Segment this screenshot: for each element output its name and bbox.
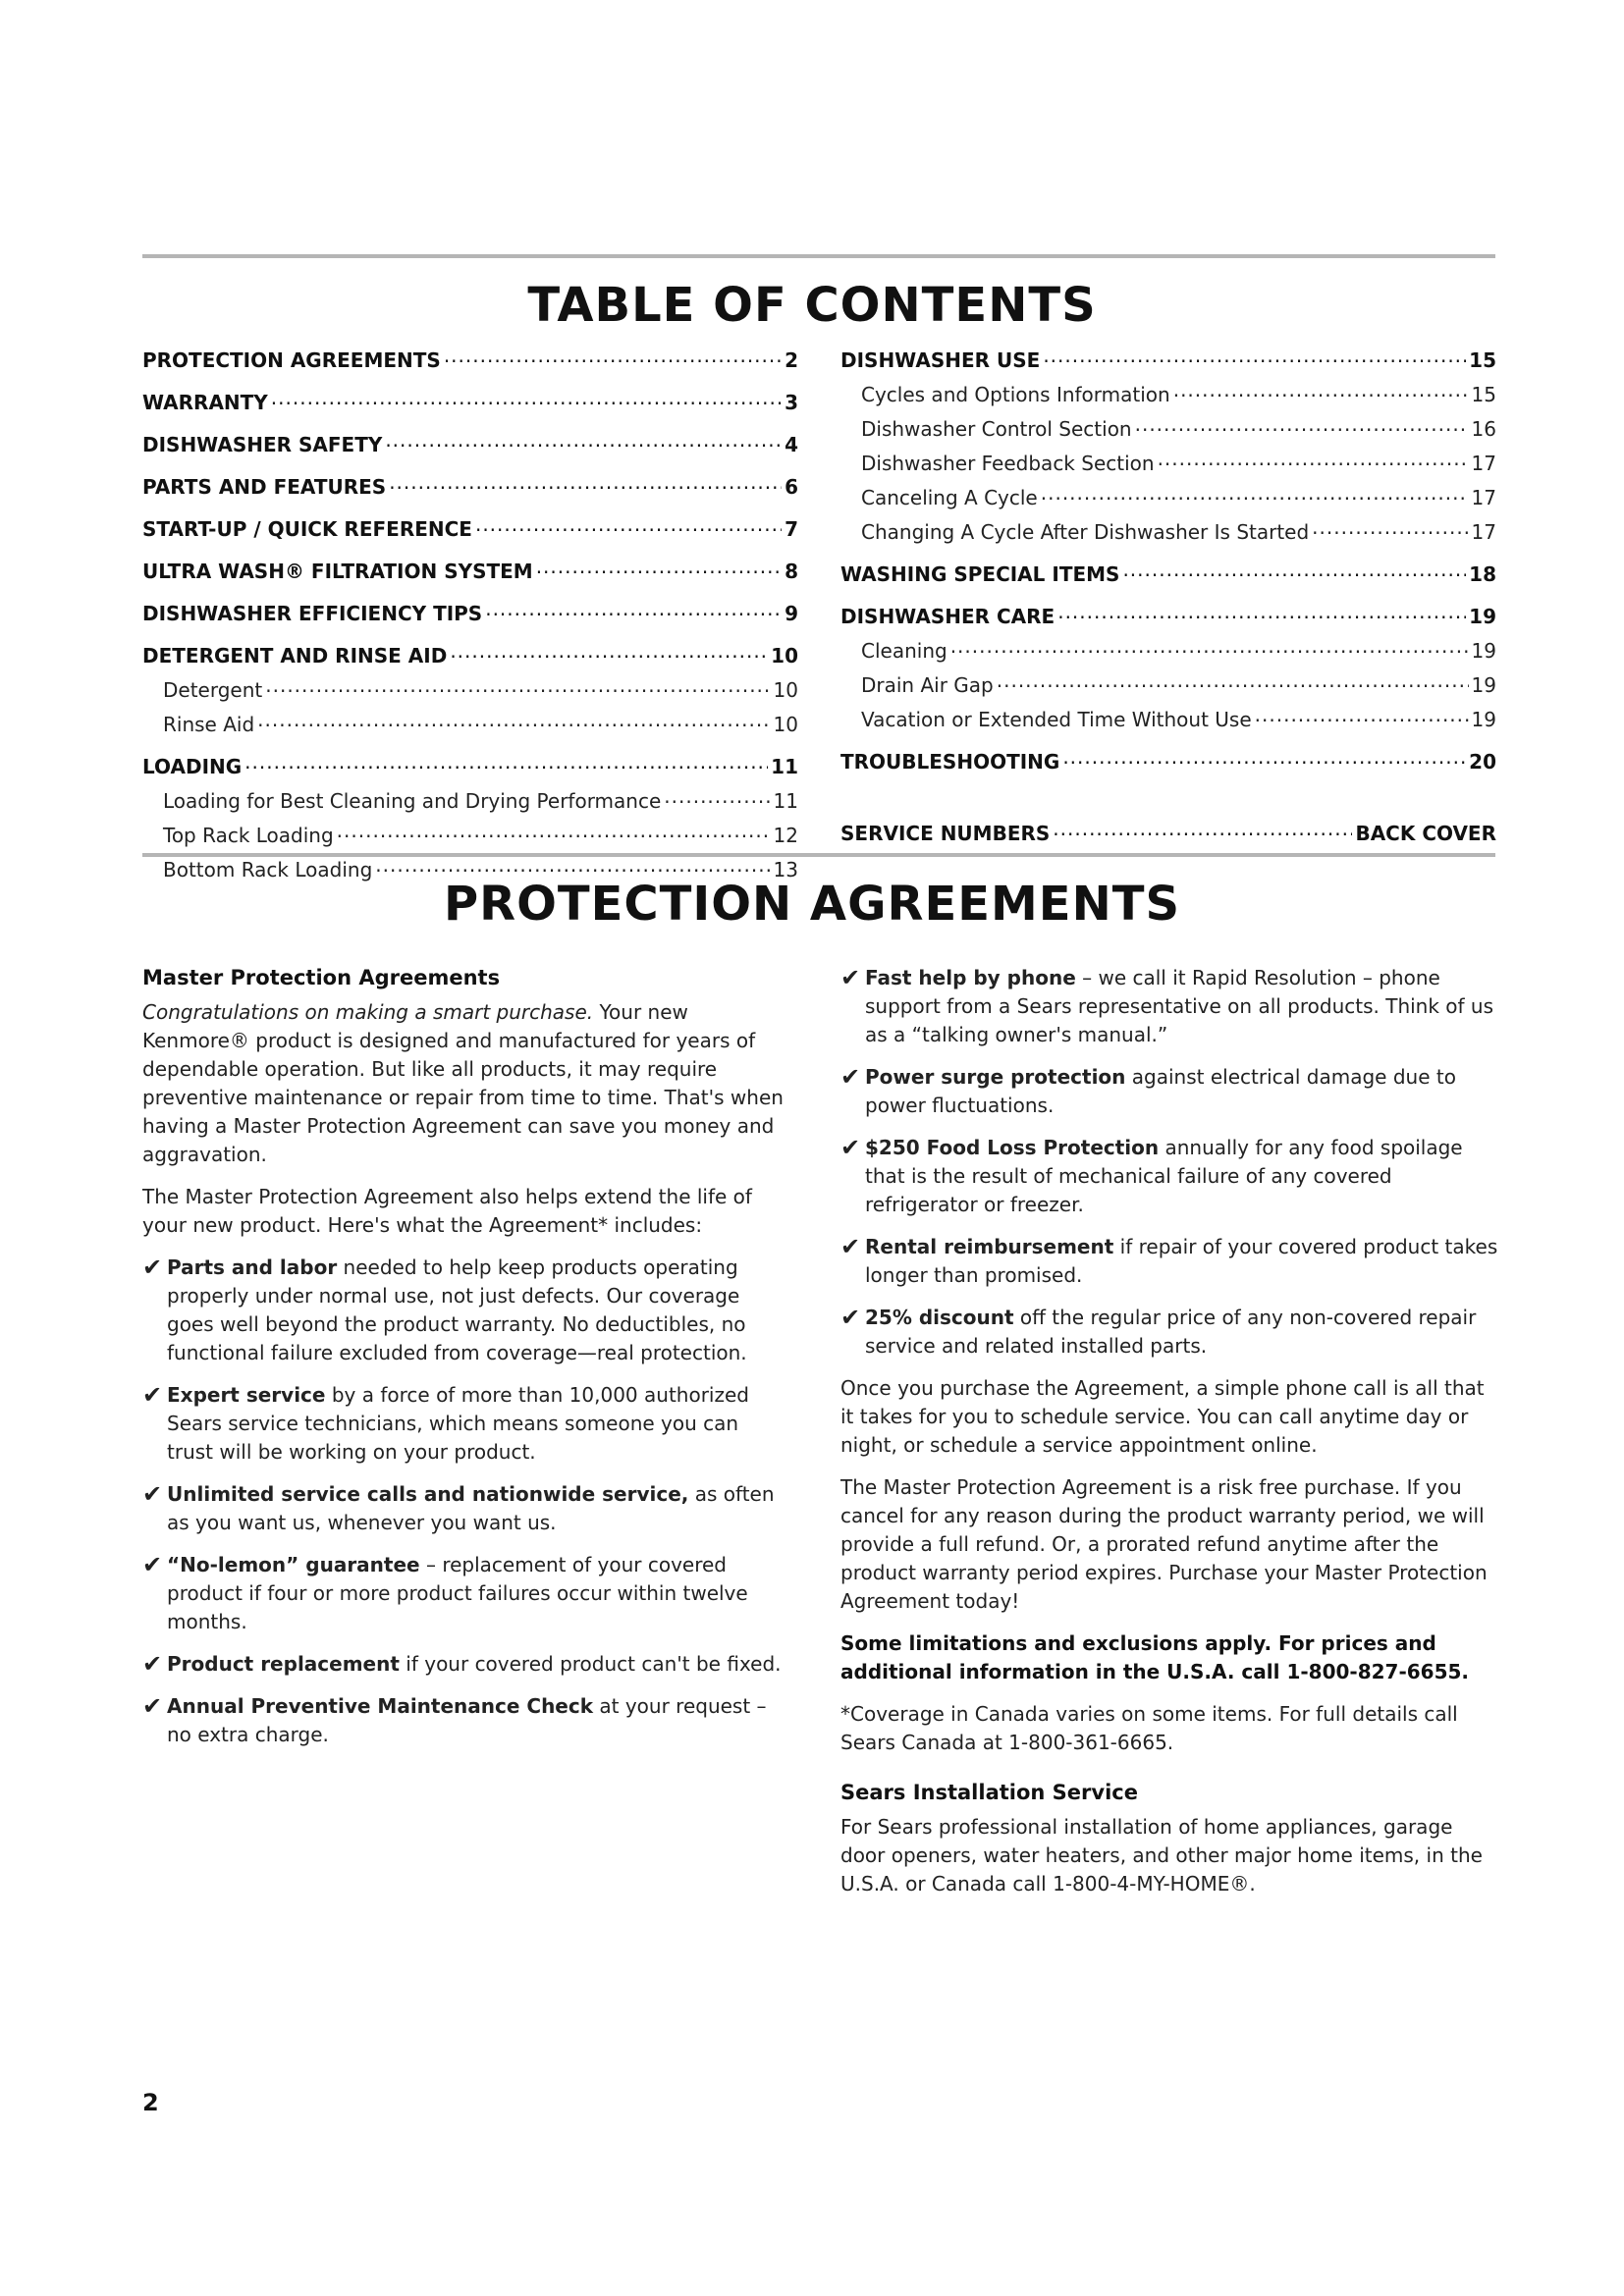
toc-entry-label: TROUBLESHOOTING: [840, 750, 1060, 774]
toc-subentry: [142, 821, 798, 847]
toc-leader: [1173, 380, 1469, 401]
protection-left-column: [142, 964, 790, 1763]
item-lead: Parts and labor: [167, 1255, 338, 1279]
toc-entry: [142, 346, 798, 372]
item-text: – we call it Rapid Resolution – phone support from a Sears representative on all products. Think of us as a “talking owner's manual.”: [865, 966, 1494, 1046]
toc-subentry-page: 10: [773, 678, 798, 702]
checklist-item: [142, 1692, 790, 1749]
toc-entry-page: 8: [785, 560, 798, 583]
toc-leader: [997, 670, 1469, 692]
toc-subentry: [142, 675, 798, 702]
toc-entry: [142, 599, 798, 625]
item-text: as often as you want us, whenever you want us.: [167, 1482, 775, 1534]
toc-entry: [840, 602, 1496, 628]
intro-paragraph: [142, 998, 790, 1169]
item-text: by a force of more than 10,000 authorized Sears service technicians, which means someone you can trust will be working on your product.: [167, 1383, 749, 1464]
check-icon: ✔: [840, 1063, 861, 1091]
check-icon: ✔: [840, 1304, 861, 1331]
toc-entry-page: 2: [785, 348, 798, 372]
toc-leader: [257, 710, 770, 731]
item-lead: 25% discount: [865, 1306, 1014, 1329]
intro-rest: Your new Kenmore® product is designed and manufactured for years of dependable operation. But like all products, it may require preventive maintenance or repair from time to time. That's when having a Master Protection Agreement can save you money and aggravation.: [142, 1000, 784, 1166]
toc-entry: [840, 747, 1496, 774]
toc-leader: [1043, 346, 1466, 367]
toc-entry: [142, 430, 798, 456]
toc-leader: [385, 430, 782, 452]
toc-entry-label: DISHWASHER USE: [840, 348, 1041, 372]
toc-leader: [450, 641, 768, 663]
toc-subentry-page: 10: [773, 713, 798, 736]
toc-subentry-page: 17: [1471, 452, 1496, 475]
limitations-paragraph: Some limitations and exclusions apply. For prices and additional information in the U.S.A. call 1-800-827-6655.: [840, 1631, 1470, 1683]
toc-entry-page: 7: [785, 517, 798, 541]
toc-entry-page: 10: [771, 644, 798, 667]
toc-entry-label: WASHING SPECIAL ITEMS: [840, 562, 1120, 586]
toc-subentry-page: 15: [1471, 383, 1496, 406]
toc-entry-label: DETERGENT AND RINSE AID: [142, 644, 448, 667]
item-lead: Expert service: [167, 1383, 326, 1407]
toc-leader: [444, 346, 782, 367]
toc-subentry: [840, 414, 1496, 441]
toc-subentry-page: 17: [1471, 486, 1496, 509]
toc-entry: [142, 557, 798, 583]
toc-entry-page: 18: [1469, 562, 1496, 586]
toc-entry-page: 20: [1469, 750, 1496, 774]
toc-entry-page: 3: [785, 391, 798, 414]
toc-entry: [840, 819, 1496, 845]
checklist-item: [142, 1381, 790, 1467]
toc-entry-label: DISHWASHER EFFICIENCY TIPS: [142, 602, 483, 625]
toc-subentry: [840, 380, 1496, 406]
toc-entry-page: 19: [1469, 605, 1496, 628]
toc-leader: [664, 786, 770, 808]
toc-entry-label: START-UP / QUICK REFERENCE: [142, 517, 472, 541]
toc-entry-page: 4: [785, 433, 798, 456]
toc-entry-label: LOADING: [142, 755, 243, 778]
toc-subentry-page: 17: [1471, 520, 1496, 544]
toc-leader: [271, 388, 782, 409]
toc-leader: [337, 821, 771, 842]
toc-entry-label: PARTS AND FEATURES: [142, 475, 387, 499]
toc-leader: [265, 675, 770, 697]
toc-entry-label: ULTRA WASH® FILTRATION SYSTEM: [142, 560, 533, 583]
toc-entry: [142, 514, 798, 541]
toc-leader: [475, 514, 782, 536]
installation-paragraph: For Sears professional installation of home appliances, garage door openers, water heaters, and other major home items, in the U.S.A. or Canada call 1-800-4-MY-HOME®.: [840, 1815, 1483, 1896]
item-lead: $250 Food Loss Protection: [865, 1136, 1160, 1159]
checklist-item: [840, 1134, 1498, 1219]
para-schedule: Once you purchase the Agreement, a simple phone call is all that it takes for you to schedule service. You can call anytime day or night, or schedule a service appointment online.: [840, 1376, 1485, 1457]
toc-subentry-label: Canceling A Cycle: [861, 486, 1038, 509]
toc-entry: [142, 472, 798, 499]
check-icon: ✔: [840, 964, 861, 991]
check-icon: ✔: [142, 1254, 163, 1281]
protection-right-column: [840, 964, 1498, 1912]
toc-subentry-page: 12: [773, 824, 798, 847]
subhead-master: Master Protection Agreements: [142, 966, 501, 989]
toc-subentry: [840, 449, 1496, 475]
toc-subentry-label: Cycles and Options Information: [861, 383, 1170, 406]
toc-subentry-page: 16: [1471, 417, 1496, 441]
toc-leader: [1312, 517, 1468, 539]
item-lead: Unlimited service calls and nationwide service,: [167, 1482, 689, 1506]
check-icon: ✔: [142, 1650, 163, 1678]
toc-leader: [1122, 560, 1466, 581]
item-lead: Rental reimbursement: [865, 1235, 1114, 1258]
item-text: against electrical damage due to power fluctuations.: [865, 1065, 1456, 1117]
item-text: annually for any food spoilage that is the result of mechanical failure of any covered refrigerator or freezer.: [865, 1136, 1463, 1216]
toc-leader: [485, 599, 782, 620]
toc-leader: [1041, 483, 1469, 505]
toc-entry-page: BACK COVER: [1355, 822, 1496, 845]
right-item-list: [840, 964, 1498, 1361]
toc-subentry-label: Drain Air Gap: [861, 673, 994, 697]
toc-entry-label: WARRANTY: [142, 391, 268, 414]
check-icon: ✔: [840, 1233, 861, 1260]
toc-title: TABLE OF CONTENTS: [527, 278, 1097, 333]
toc-leader: [1062, 747, 1466, 769]
toc-entry-page: 6: [785, 475, 798, 499]
toc-entry-page: 11: [771, 755, 798, 778]
check-icon: ✔: [142, 1692, 163, 1720]
intro-italic: Congratulations on making a smart purchase.: [142, 1000, 594, 1024]
toc-subentry-page: 13: [773, 858, 798, 881]
toc-left-column: [142, 346, 798, 881]
left-item-list: [142, 1254, 790, 1749]
toc-entry-page: 15: [1469, 348, 1496, 372]
toc-subentry: [840, 670, 1496, 697]
item-lead: Power surge protection: [865, 1065, 1126, 1089]
toc-entry: [840, 346, 1496, 372]
checklist-item: [142, 1650, 790, 1679]
toc-subentry-page: 19: [1471, 708, 1496, 731]
toc-subentry-label: Detergent: [163, 678, 263, 702]
toc-entry-label: SERVICE NUMBERS: [840, 822, 1051, 845]
toc-subentry-page: 19: [1471, 639, 1496, 663]
check-icon: ✔: [142, 1480, 163, 1508]
toc-leader: [536, 557, 782, 578]
subhead-installation: Sears Installation Service: [840, 1781, 1138, 1804]
top-divider: [142, 254, 1495, 258]
toc-subentry: [840, 517, 1496, 544]
item-lead: Product replacement: [167, 1652, 400, 1676]
check-icon: ✔: [142, 1381, 163, 1409]
toc-leader: [375, 855, 770, 877]
item-text: if repair of your covered product takes longer than promised.: [865, 1235, 1498, 1287]
page-number: 2: [142, 2089, 159, 2116]
toc-leader: [950, 636, 1469, 658]
toc-subentry-label: Loading for Best Cleaning and Drying Performance: [163, 789, 662, 813]
check-icon: ✔: [840, 1134, 861, 1161]
toc-leader: [1135, 414, 1469, 436]
item-lead: Annual Preventive Maintenance Check: [167, 1694, 594, 1718]
item-lead: “No-lemon” guarantee: [167, 1553, 420, 1576]
toc-subentry-label: Top Rack Loading: [163, 824, 334, 847]
item-text: at your request – no extra charge.: [167, 1694, 767, 1746]
toc-subentry-label: Bottom Rack Loading: [163, 858, 373, 881]
toc-subentry-label: Rinse Aid: [163, 713, 255, 736]
toc-subentry: [142, 710, 798, 736]
intro2-paragraph: The Master Protection Agreement also helps extend the life of your new product. Here's what the Agreement* includes:: [142, 1185, 752, 1237]
toc-leader: [1158, 449, 1469, 470]
item-lead: Fast help by phone: [865, 966, 1076, 989]
toc-entry: [142, 388, 798, 414]
toc-entry-page: 9: [785, 602, 798, 625]
toc-subentry: [840, 636, 1496, 663]
checklist-item: [840, 1063, 1498, 1120]
checklist-item: [840, 1304, 1498, 1361]
check-icon: ✔: [142, 1551, 163, 1578]
para-risk-free: The Master Protection Agreement is a risk free purchase. If you cancel for any reason during the product warranty period, we will provide a full refund. Or, a prorated refund anytime after the product warranty period expires. Purchase your Master Protection Agreement today!: [840, 1475, 1488, 1613]
toc-subentry-label: Dishwasher Control Section: [861, 417, 1132, 441]
toc-leader: [1255, 705, 1469, 726]
toc-entry-label: DISHWASHER SAFETY: [142, 433, 383, 456]
toc-subentry: [840, 705, 1496, 731]
item-text: if your covered product can't be fixed.: [399, 1652, 782, 1676]
item-text: off the regular price of any non-covered repair service and related installed parts.: [865, 1306, 1477, 1358]
toc-leader: [1057, 602, 1466, 623]
toc-entry: [142, 641, 798, 667]
toc-entry: [840, 560, 1496, 586]
item-text: – replacement of your covered product if four or more product failures occur within twelve months.: [167, 1553, 748, 1633]
checklist-item: [840, 964, 1498, 1049]
toc-subentry-page: 19: [1471, 673, 1496, 697]
toc-subentry-label: Vacation or Extended Time Without Use: [861, 708, 1252, 731]
toc-leader: [1053, 819, 1352, 840]
toc-entry-label: DISHWASHER CARE: [840, 605, 1056, 628]
toc-entry: [142, 752, 798, 778]
toc-leader: [389, 472, 782, 494]
checklist-item: [142, 1551, 790, 1636]
toc-subentry-label: Changing A Cycle After Dishwasher Is Started: [861, 520, 1310, 544]
protection-title: PROTECTION AGREEMENTS: [443, 877, 1181, 932]
checklist-item: [142, 1254, 790, 1367]
toc-entry-label: PROTECTION AGREEMENTS: [142, 348, 441, 372]
toc-leader: [244, 752, 768, 774]
checklist-item: [142, 1480, 790, 1537]
item-text: needed to help keep products operating properly under normal use, not just defects. Our coverage goes well beyond the product warranty. No deductibles, no functional failure excluded from coverage—real protection.: [167, 1255, 747, 1364]
toc-subentry-label: Dishwasher Feedback Section: [861, 452, 1155, 475]
section-divider: [142, 853, 1495, 857]
toc-subentry: [840, 483, 1496, 509]
canada-paragraph: *Coverage in Canada varies on some items. For full details call Sears Canada at 1-800-361-6665.: [840, 1702, 1458, 1754]
toc-subentry-label: Cleaning: [861, 639, 947, 663]
toc-subentry: [142, 786, 798, 813]
toc-subentry-page: 11: [773, 789, 798, 813]
toc-right-column: [840, 346, 1496, 845]
checklist-item: [840, 1233, 1498, 1290]
